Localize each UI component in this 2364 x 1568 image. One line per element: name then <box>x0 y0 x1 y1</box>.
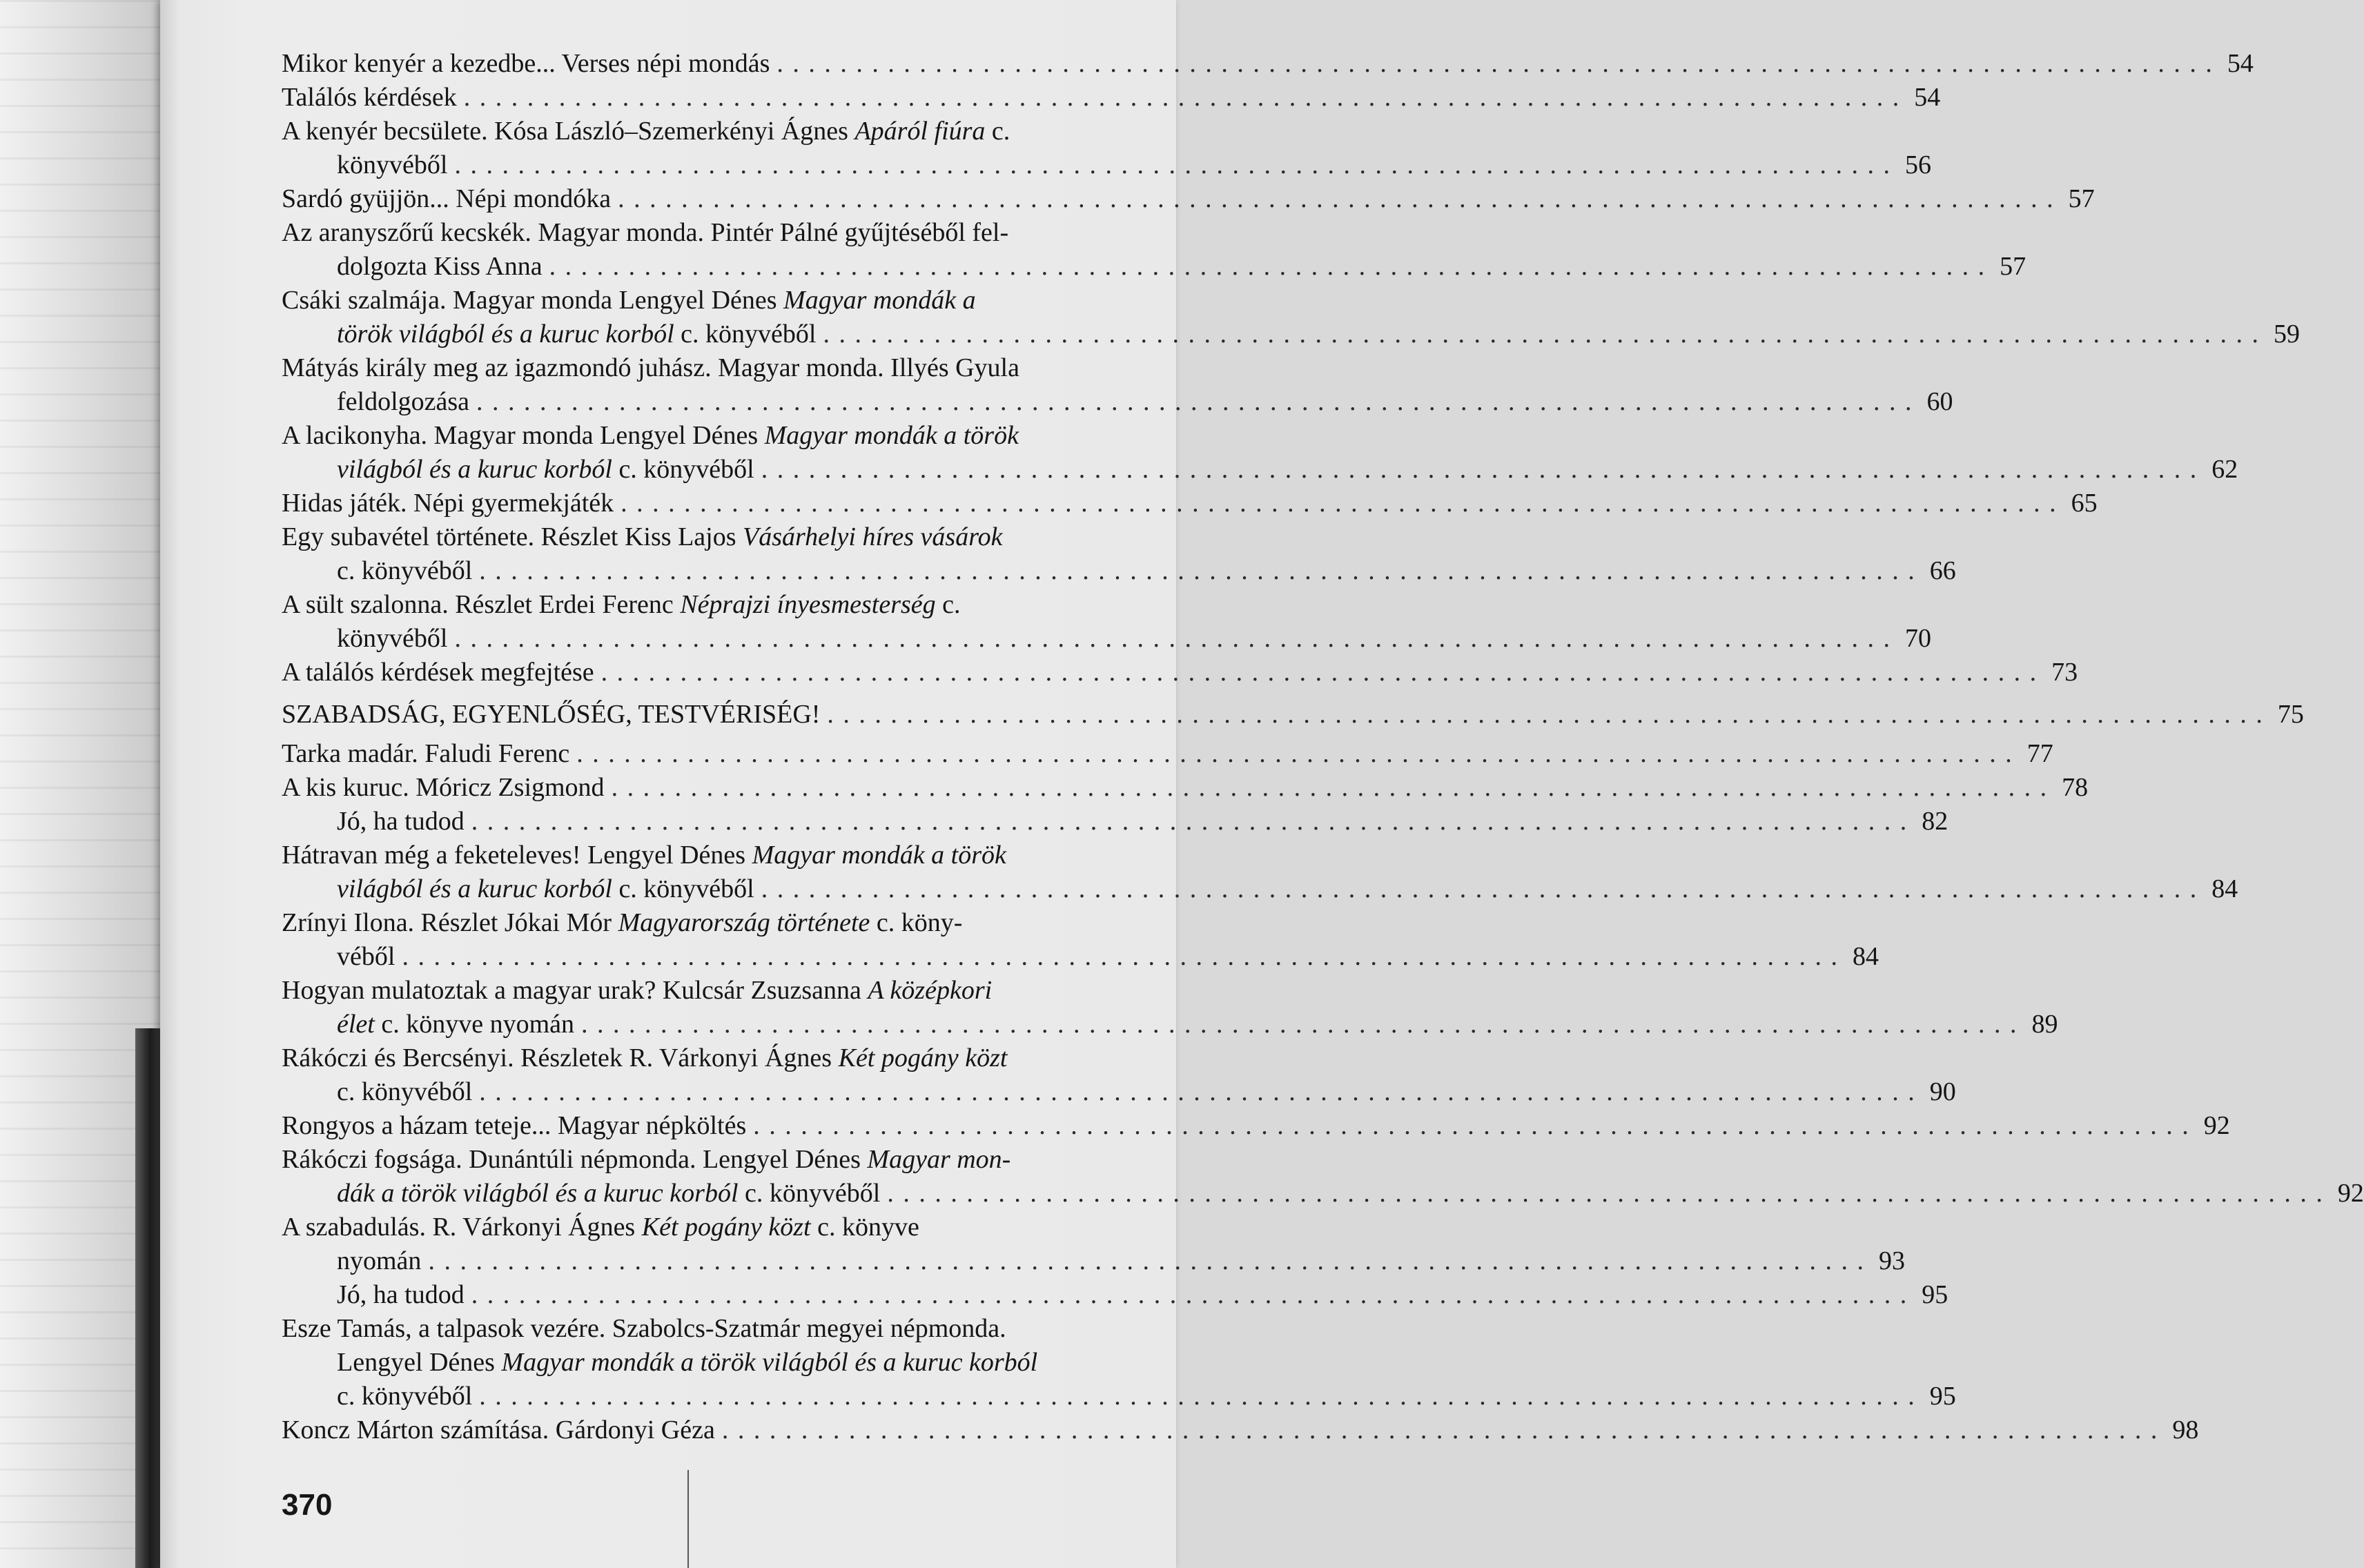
toc-entry <box>282 1041 1956 1109</box>
toc-page-number: 95 <box>1922 1280 1948 1309</box>
text-run: c. könyvéből <box>612 455 754 484</box>
toc-entry-line <box>282 940 1879 974</box>
toc-entry <box>282 1211 1905 1278</box>
book-title-italic: Két pogány közt <box>838 1043 1008 1072</box>
text-run: A szabadulás. R. Várkonyi Ágnes <box>282 1213 642 1242</box>
toc-page-number: 65 <box>2071 489 2098 518</box>
text-run: nyomán <box>337 1246 422 1275</box>
text-run: dolgozta Kiss Anna <box>337 252 543 281</box>
dot-leader <box>770 47 2219 81</box>
dot-leader <box>472 1075 1922 1109</box>
book-title-italic: Magyar mon- <box>867 1145 1011 1174</box>
toc-entry-line <box>282 520 1200 554</box>
toc-entry-line <box>282 385 1953 419</box>
text-run: könyvéből <box>337 150 448 179</box>
toc-entry-text <box>337 554 472 588</box>
dot-leader <box>574 1008 2024 1041</box>
dot-leader <box>816 317 2265 351</box>
toc-entry-text <box>282 487 614 520</box>
toc-entry <box>282 656 2078 689</box>
toc-entry-text <box>282 81 457 115</box>
toc-page-number: 92 <box>2337 1179 2364 1208</box>
book-binding <box>135 1028 160 1568</box>
toc-entry-line <box>282 317 2300 351</box>
text-run: Csáki szalmája. Magyar monda Lengyel Dénes <box>282 286 784 315</box>
toc-page-number: 84 <box>1852 942 1879 971</box>
toc-entry <box>282 47 2254 81</box>
toc-page-number: 89 <box>2031 1010 2058 1039</box>
toc-entry <box>282 805 1948 839</box>
book-title-italic: Néprajzi ínyesmesterség <box>680 590 936 619</box>
toc-entry <box>282 974 2058 1041</box>
text-run: Koncz Márton számítása. Gárdonyi Géza <box>282 1415 715 1444</box>
text-run: A sült szalonna. Részlet Erdei Ferenc <box>282 590 681 619</box>
book-title-italic: világból és a kuruc korból <box>337 455 612 484</box>
toc-entry-line <box>282 698 2304 732</box>
toc-entry-line <box>282 1143 1200 1177</box>
toc-entry-text <box>282 47 770 81</box>
dot-leader <box>605 771 2054 805</box>
toc-entry <box>282 115 1931 182</box>
toc-entry-text <box>282 1211 919 1244</box>
text-run: Zrínyi Ilona. Részlet Jókai Mór <box>282 908 618 937</box>
text-run: Rongyos a házam teteje... Magyar népköltés <box>282 1111 747 1140</box>
text-run: c. könyvéből <box>337 556 473 585</box>
toc-entry-line <box>282 872 2238 906</box>
text-run: Találós kérdések <box>282 83 457 112</box>
text-run: Jó, ha tudod <box>337 1280 465 1309</box>
toc-entry <box>282 487 2098 520</box>
toc-entry-text <box>337 1177 880 1211</box>
toc-entry-line <box>282 250 2026 284</box>
text-run: c. <box>935 590 961 619</box>
toc-entry-text <box>282 419 1019 453</box>
text-run: feldolgozása <box>337 387 470 416</box>
toc-entry-line <box>282 839 1200 872</box>
toc-entry-text <box>337 148 447 182</box>
toc-entry <box>282 1413 2199 1447</box>
toc-entry-text <box>337 622 447 656</box>
toc-entry-line <box>282 81 1941 115</box>
dot-leader <box>754 453 2204 487</box>
toc-entry-text <box>282 588 961 622</box>
toc-entry-line <box>282 487 2098 520</box>
text-run: Tarka madár. Faludi Ferenc <box>282 739 570 768</box>
toc-entry-text <box>337 1346 1037 1380</box>
toc-entry-line <box>282 1211 1200 1244</box>
toc-entry-text <box>282 656 594 689</box>
dot-leader <box>754 872 2204 906</box>
book-title-italic: Magyar mondák a török <box>764 421 1019 450</box>
text-run: A kenyér becsülete. Kósa László–Szemerkényi Ágnes <box>282 117 855 146</box>
toc-page-number: 95 <box>1929 1382 1956 1411</box>
page-fold-line <box>687 1470 689 1568</box>
text-run: könyvéből <box>337 624 448 653</box>
dot-leader <box>880 1177 2329 1211</box>
toc-entry-line <box>282 1312 1200 1346</box>
toc-entry-line <box>282 115 1200 148</box>
toc-entry-line <box>282 1244 1905 1278</box>
text-run: A kis kuruc. Móricz Zsigmond <box>282 773 605 802</box>
toc-entry-line <box>282 1413 2199 1447</box>
book-title-italic: Magyar mondák a török <box>752 841 1006 870</box>
text-run: Az aranyszőrű kecskék. Magyar monda. Pintér Pálné gyűjtéséből fel- <box>282 218 1009 247</box>
toc-entry-text <box>337 453 754 487</box>
text-run: A találós kérdések megfejtése <box>282 658 594 687</box>
toc-entry <box>282 520 1956 588</box>
toc-page-number: 54 <box>1914 83 1941 112</box>
toc-entry-line <box>282 1075 1956 1109</box>
toc-entry-text <box>282 1109 746 1143</box>
text-run: Mátyás király meg az igazmondó juhász. Magyar monda. Illyés Gyula <box>282 353 1019 382</box>
dot-leader <box>469 385 1919 419</box>
book-title-italic: élet <box>337 1010 375 1039</box>
toc-entry-text <box>282 115 1010 148</box>
text-run: c. könyvéből <box>674 320 817 349</box>
dot-leader <box>395 940 1844 974</box>
book-title-italic: Magyar mondák a török világból és a kuruc korból <box>501 1348 1038 1377</box>
text-run: Hátravan még a feketeleves! Lengyel Dénes <box>282 841 752 870</box>
book-title-italic: Vásárhelyi híres vásárok <box>743 522 1003 551</box>
toc-entry-line <box>282 148 1931 182</box>
text-run: Mikor kenyér a kezedbe... Verses népi mondás <box>282 49 770 78</box>
page-number: 370 <box>282 1488 333 1522</box>
text-run: Esze Tamás, a talpasok vezére. Szabolcs-Szatmár megyei népmonda. <box>282 1314 1006 1343</box>
toc-page-number: 54 <box>2227 49 2254 78</box>
toc-page-number: 66 <box>1929 556 1956 585</box>
toc-entry-text <box>282 216 1008 250</box>
text-run: c. köny- <box>870 908 963 937</box>
toc-entry-text <box>282 1041 1007 1075</box>
toc-entry-line <box>282 419 1200 453</box>
toc-entry-line <box>282 974 1200 1008</box>
toc-entry <box>282 351 1953 419</box>
toc-entry-text <box>282 351 1019 385</box>
text-run: c. könyvéből <box>738 1179 881 1208</box>
text-run: Egy subavétel története. Részlet Kiss Lajos <box>282 522 743 551</box>
dot-leader <box>820 698 2269 732</box>
toc-entry <box>282 419 2238 487</box>
dot-leader <box>569 737 2019 771</box>
toc-entry-text <box>282 737 569 771</box>
toc-entry-line <box>282 1177 2364 1211</box>
toc-entry-line <box>282 1008 2058 1041</box>
toc-entry-line <box>282 182 2095 216</box>
toc-entry-line <box>282 554 1956 588</box>
book-title-italic: világból és a kuruc korból <box>337 874 612 903</box>
toc-entry-text <box>282 839 1006 872</box>
toc-entry-text <box>337 1008 574 1041</box>
toc-entry-line <box>282 622 1931 656</box>
text-run: c. könyve <box>810 1213 919 1242</box>
toc-entry-text <box>282 974 992 1008</box>
toc-entry-line <box>282 453 2238 487</box>
text-run: Jó, ha tudod <box>337 807 465 836</box>
text-run: Lengyel Dénes <box>337 1348 502 1377</box>
dot-leader <box>472 1380 1922 1413</box>
dot-leader <box>465 1278 1914 1312</box>
toc-entry-text <box>337 385 469 419</box>
toc-entry-text <box>282 182 611 216</box>
toc-page-number: 70 <box>1904 624 1931 653</box>
toc-page-number: 93 <box>1878 1246 1905 1275</box>
dot-leader <box>465 805 1914 839</box>
toc-page-number: 60 <box>1926 387 1953 416</box>
text-run: SZABADSÁG, EGYENLŐSÉG, TESTVÉRISÉG! <box>282 700 821 729</box>
toc-entry-line <box>282 737 2053 771</box>
toc-entry-line <box>282 1380 1956 1413</box>
toc-entry-line <box>282 656 2078 689</box>
dot-leader <box>746 1109 2196 1143</box>
toc-entry-text <box>337 1278 465 1312</box>
dot-leader <box>594 656 2044 689</box>
toc-entry-line <box>282 588 1200 622</box>
dot-leader <box>543 250 1992 284</box>
toc-entry <box>282 839 2238 906</box>
table-of-contents <box>282 47 2364 1447</box>
toc-entry-line <box>282 771 2089 805</box>
toc-entry-line <box>282 284 1200 317</box>
text-run: Rákóczi fogsága. Dunántúli népmonda. Lengyel Dénes <box>282 1145 868 1174</box>
book-title-italic: dák a török világból és a kuruc korból <box>337 1179 739 1208</box>
toc-entry <box>282 771 2089 805</box>
toc-entry-text <box>282 771 605 805</box>
toc-entry-line <box>282 216 1200 250</box>
toc-entry-line <box>282 351 1200 385</box>
toc-entry <box>282 81 1941 115</box>
toc-entry-line <box>282 1041 1200 1075</box>
toc-entry-text <box>337 250 543 284</box>
text-run: c. <box>985 117 1010 146</box>
toc-entry-line <box>282 906 1200 940</box>
dot-leader <box>457 81 1906 115</box>
book-title-italic: Két pogány közt <box>641 1213 811 1242</box>
toc-entry <box>282 737 2053 771</box>
dot-leader <box>611 182 2060 216</box>
toc-entry <box>282 906 1879 974</box>
text-run: Rákóczi és Bercsényi. Részletek R. Várkonyi Ágnes <box>282 1043 839 1072</box>
toc-entry-text <box>282 1413 715 1447</box>
dot-leader <box>614 487 2063 520</box>
toc-page-number: 84 <box>2211 874 2238 903</box>
toc-entry <box>282 1143 2364 1211</box>
toc-page-number: 57 <box>2068 184 2095 213</box>
text-run: véből <box>337 942 395 971</box>
book-title-italic: török világból és a kuruc korból <box>337 320 674 349</box>
toc-entry-line <box>282 1109 2230 1143</box>
toc-entry-text <box>337 940 395 974</box>
toc-entry <box>282 284 2300 351</box>
toc-entry-line <box>282 47 2254 81</box>
toc-entry-text <box>282 284 976 317</box>
toc-entry-text <box>282 698 820 732</box>
toc-page-number: 98 <box>2172 1415 2199 1444</box>
dot-leader <box>447 148 1897 182</box>
toc-page-number: 77 <box>2026 739 2053 768</box>
text-run: c. könyve nyomán <box>374 1010 575 1039</box>
toc-entry-text <box>282 1143 1010 1177</box>
toc-page-number: 90 <box>1929 1077 1956 1106</box>
dot-leader <box>472 554 1922 588</box>
toc-entry <box>282 1312 1956 1413</box>
text-run: Hidas játék. Népi gyermekjáték <box>282 489 614 518</box>
dot-leader <box>421 1244 1870 1278</box>
toc-entry-text <box>337 1380 472 1413</box>
toc-page-number: 78 <box>2062 773 2089 802</box>
toc-page-number: 82 <box>1922 807 1948 836</box>
dot-leader <box>447 622 1897 656</box>
toc-page-number: 73 <box>2051 658 2078 687</box>
toc-entry-line <box>282 1346 1200 1380</box>
toc-entry-text <box>337 1075 472 1109</box>
toc-entry-text <box>282 1312 1006 1346</box>
text-run: c. könyvéből <box>337 1077 473 1106</box>
toc-entry <box>282 182 2095 216</box>
text-run: Sardó gyüjjön... Népi mondóka <box>282 184 612 213</box>
book-page <box>160 0 2364 1568</box>
dot-leader <box>715 1413 2165 1447</box>
toc-entry <box>282 1278 1948 1312</box>
book-title-italic: Apáról fiúra <box>854 117 986 146</box>
toc-page-number: 57 <box>2000 252 2026 281</box>
toc-entry-text <box>337 317 816 351</box>
toc-entry-text <box>282 906 962 940</box>
toc-entry <box>282 1109 2230 1143</box>
toc-entry-line <box>282 805 1948 839</box>
toc-entry <box>282 216 2026 284</box>
text-run: Hogyan mulatoztak a magyar urak? Kulcsár Zsuzsanna <box>282 976 868 1005</box>
toc-entry-text <box>337 805 465 839</box>
toc-page-number: 75 <box>2277 700 2304 729</box>
toc-entry <box>282 588 1931 656</box>
toc-page-number: 56 <box>1904 150 1931 179</box>
toc-entry-text <box>337 1244 421 1278</box>
toc-page-number: 92 <box>2203 1111 2230 1140</box>
toc-entry-text <box>337 872 754 906</box>
text-run: c. könyvéből <box>612 874 754 903</box>
book-title-italic: Magyarország története <box>618 908 870 937</box>
text-run: c. könyvéből <box>337 1382 473 1411</box>
toc-entry-line <box>282 1278 1948 1312</box>
toc-page-number: 59 <box>2273 320 2300 349</box>
book-title-italic: Magyar mondák a <box>783 286 976 315</box>
toc-section-heading <box>282 698 2304 732</box>
toc-entry-text <box>282 520 1002 554</box>
book-title-italic: A középkori <box>868 976 993 1005</box>
text-run: A lacikonyha. Magyar monda Lengyel Dénes <box>282 421 765 450</box>
toc-page-number: 62 <box>2211 455 2238 484</box>
